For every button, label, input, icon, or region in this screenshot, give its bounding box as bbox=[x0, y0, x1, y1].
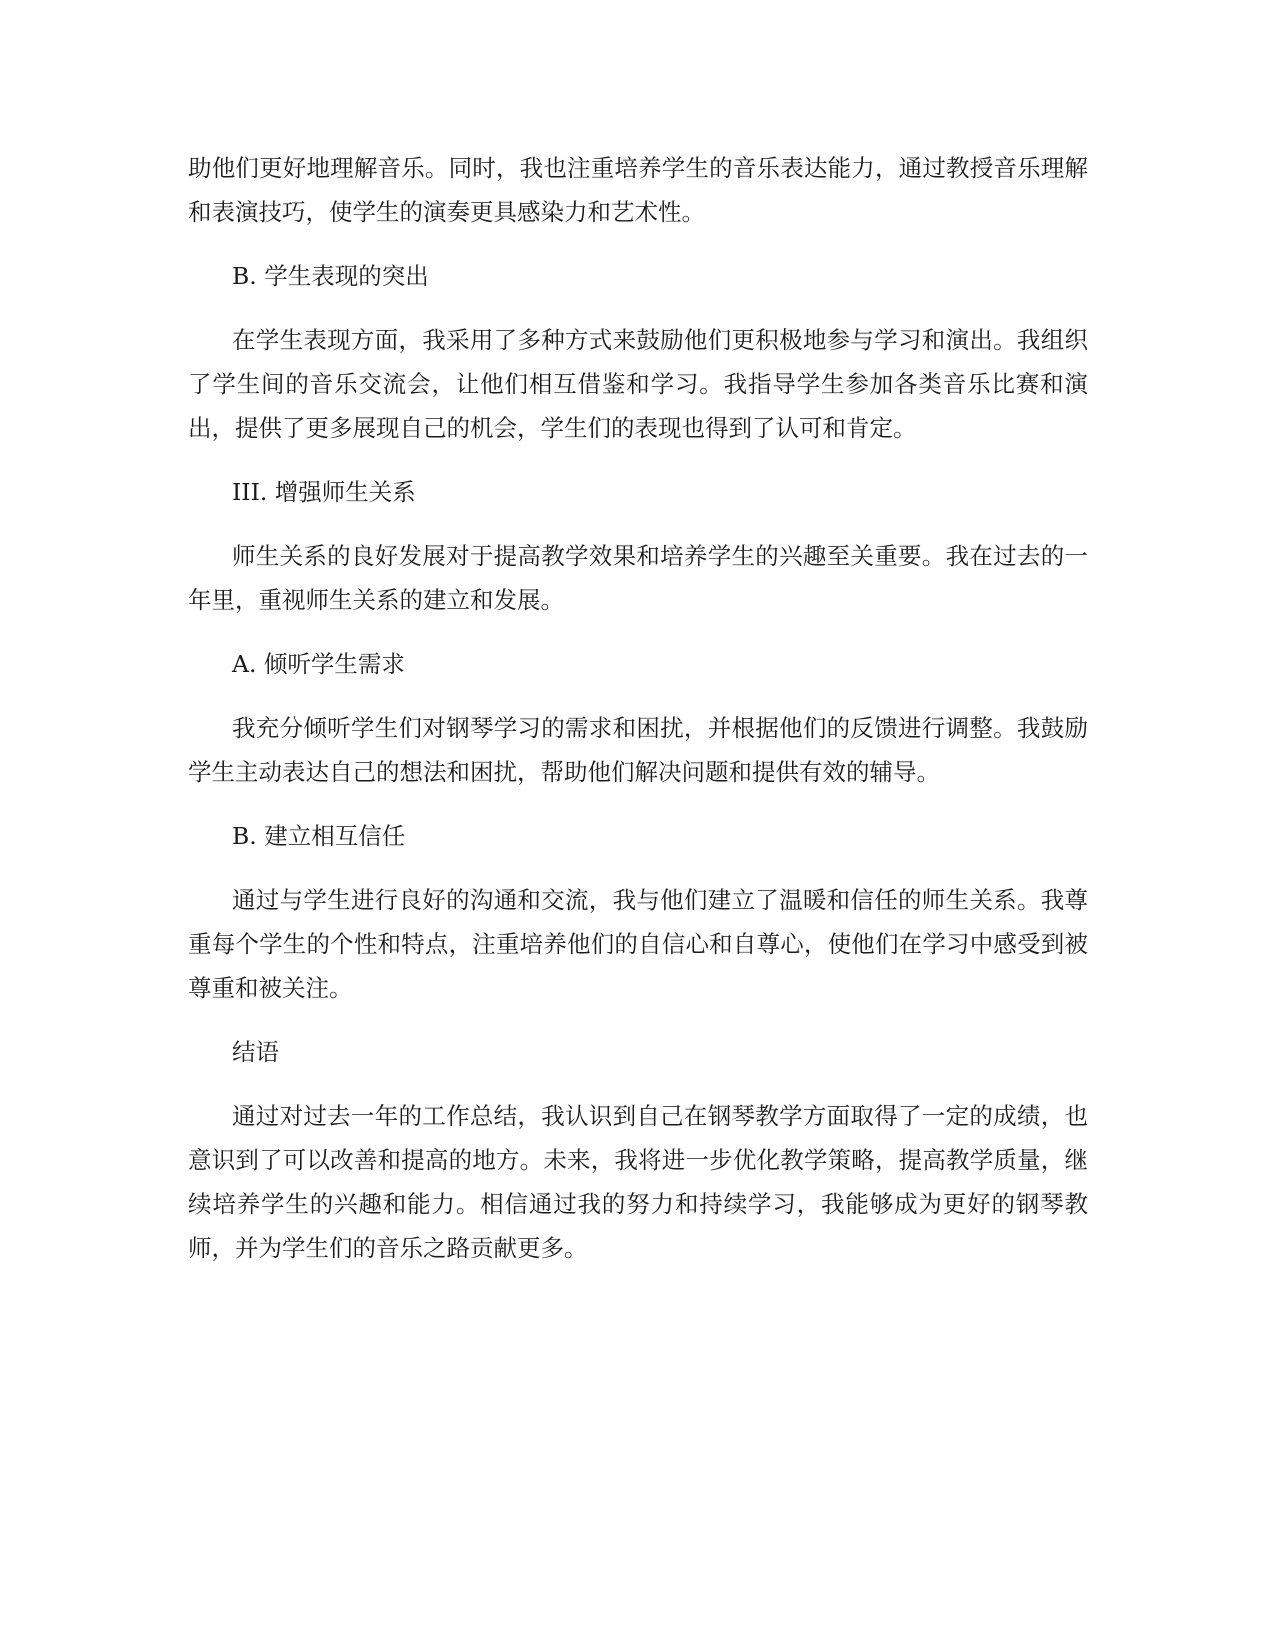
paragraph: 通过对过去一年的工作总结，我认识到自己在钢琴教学方面取得了一定的成绩，也意识到了可以改善和提高的地方。未来，我将进一步优化教学策略，提高教学质量，继续培养学生的兴趣和能力。相信通过我的努力和持续学习，我能够成为更好的钢琴教师，并为学生们的音乐之路贡献更多。 bbox=[188, 1102, 1088, 1262]
paragraph-continued: 助他们更好地理解音乐。同时，我也注重培养学生的音乐表达能力，通过教授音乐理解和表演技巧，使学生的演奏更具感染力和艺术性。 bbox=[188, 154, 1088, 226]
section-heading-mutual-trust: B. 建立相互信任 bbox=[232, 822, 406, 850]
paragraph: 在学生表现方面，我采用了多种方式来鼓励他们更积极地参与学习和演出。我组织了学生间的音乐交流会，让他们相互借鉴和学习。我指导学生参加各类音乐比赛和演出，提供了更多展现自己的机会，学生们的表现也得到了认可和肯定。 bbox=[188, 326, 1088, 442]
paragraph: 师生关系的良好发展对于提高教学效果和培养学生的兴趣至关重要。我在过去的一年里，重视师生关系的建立和发展。 bbox=[188, 542, 1088, 614]
section-heading-conclusion: 结语 bbox=[232, 1038, 279, 1066]
paragraph: 我充分倾听学生们对钢琴学习的需求和困扰，并根据他们的反馈进行调整。我鼓励学生主动表达自己的想法和困扰，帮助他们解决问题和提供有效的辅导。 bbox=[188, 714, 1088, 786]
section-heading-teacher-student-relations: III. 增强师生关系 bbox=[232, 478, 416, 506]
document-body bbox=[188, 146, 1088, 1290]
section-heading-listen-needs: A. 倾听学生需求 bbox=[232, 650, 405, 678]
section-heading-student-performance: B. 学生表现的突出 bbox=[232, 262, 429, 290]
paragraph: 通过与学生进行良好的沟通和交流，我与他们建立了温暖和信任的师生关系。我尊重每个学生的个性和特点，注重培养他们的自信心和自尊心，使他们在学习中感受到被尊重和被关注。 bbox=[188, 886, 1088, 1002]
